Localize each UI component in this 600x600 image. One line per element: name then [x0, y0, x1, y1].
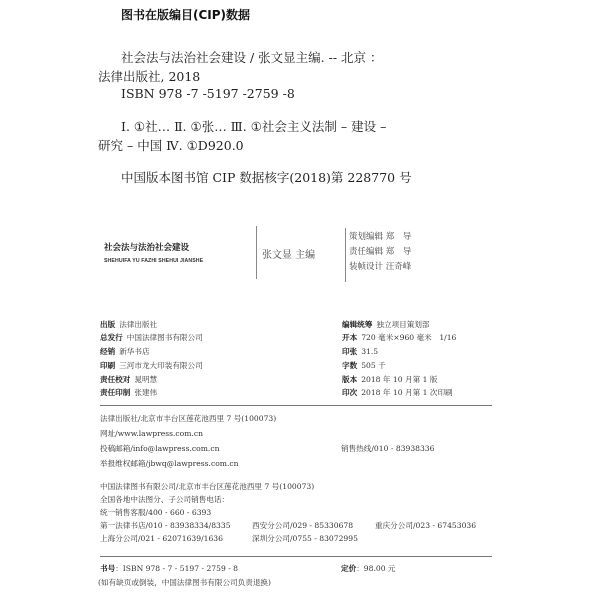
pub-value: 新华书店 — [119, 347, 150, 356]
credit-responsible-editor — [349, 245, 411, 260]
price-line — [341, 563, 396, 574]
divider-upper — [100, 405, 492, 406]
pub-label: 字数 — [342, 361, 358, 370]
pub-info-printing — [342, 387, 453, 398]
pub-value: 晁明慧 — [134, 375, 158, 384]
isbn-label: 书号 — [100, 564, 116, 573]
credit-name: 郑 导 — [385, 232, 412, 242]
branch-first-bookstore: 第一法律书店/010 - 83938334/8335 — [100, 521, 231, 530]
pub-info-print-supervisor — [100, 387, 157, 398]
pub-info-proofreader — [100, 374, 157, 385]
branch-chongqing: 重庆分公司/023 - 67453036 — [375, 521, 477, 530]
isbn-line — [100, 563, 238, 574]
price-label: 定价 — [341, 564, 357, 573]
credit-role: 责任编辑 — [349, 247, 384, 257]
chief-editor: 张文显 主编 — [262, 250, 316, 261]
cip-classification-line-cont: 研究 – 中国 Ⅳ. ①D920.0 — [98, 138, 244, 153]
return-note: (如有缺页或倒装，中国法律图书有限公司负责退换) — [98, 578, 271, 587]
book-title: 社会法与法治社会建设 — [104, 243, 190, 253]
pub-label: 出版 — [100, 320, 116, 329]
pub-label: 印张 — [342, 347, 358, 356]
report-email: 举报维权邮箱/jbwq@lawpress.com.cn — [100, 459, 239, 468]
cip-record-number: 中国版本图书馆 CIP 数据核字(2018)第 228770 号 — [121, 170, 412, 185]
credit-planning-editor — [349, 230, 411, 245]
pub-label: 开本 — [342, 333, 358, 342]
cip-classification-line: Ⅰ. ①社… Ⅱ. ①张… Ⅲ. ①社会主义法制 – 建设 – — [121, 119, 387, 134]
title-divider — [256, 226, 257, 279]
credits-list — [349, 230, 411, 275]
pub-info-seller — [100, 346, 150, 357]
credit-name: 郑 导 — [385, 247, 412, 257]
publisher-address: 法律出版社/北京市丰台区莲花池西里 7 号(100073) — [100, 414, 277, 423]
divider-lower — [100, 556, 492, 557]
submission-email: 投稿邮箱/info@lawpress.com.cn — [100, 444, 220, 453]
pub-info-printer — [100, 360, 203, 371]
pub-value: 31.5 — [361, 347, 379, 356]
pub-info-distributor — [100, 332, 203, 343]
book-title-pinyin: SHEHUIFA YU FAZHI SHEHUI JIANSHE — [104, 258, 204, 264]
pub-value: 独立项目策划部 — [376, 320, 430, 329]
pub-value: 2018 年 10 月第 1 次印刷 — [361, 388, 453, 397]
pub-value: 法律出版社 — [119, 320, 158, 329]
cip-heading: 图书在版编目(CIP)数据 — [121, 8, 251, 22]
pub-label: 编辑统筹 — [342, 320, 373, 329]
pub-info-editorial — [342, 319, 430, 330]
pub-label: 责任校对 — [100, 375, 131, 384]
pub-info-word-count — [342, 360, 386, 371]
pub-label: 印刷 — [100, 361, 116, 370]
branch-shenzhen: 深圳分公司/0755 - 83072995 — [252, 534, 358, 543]
pub-value: 三河市龙大印装有限公司 — [119, 361, 203, 370]
cip-title-line: 社会法与法治社会建设 / 张文显主编. -- 北京 ： — [121, 50, 383, 65]
pub-info-sheets — [342, 346, 378, 357]
pub-value: 505 千 — [361, 361, 386, 370]
publisher-website: 网址/www.lawpress.com.cn — [100, 429, 203, 438]
pub-label: 总发行 — [100, 333, 123, 342]
pub-value: 720 毫米×960 毫米 1/16 — [361, 333, 457, 342]
credit-cover-design — [349, 260, 411, 275]
pub-info-format — [342, 332, 456, 343]
unified-service: 统一销售客服/400 - 660 - 6393 — [100, 508, 212, 517]
branch-shanghai: 上海分公司/021 - 62071639/1636 — [100, 534, 223, 543]
distributor-address: 中国法律图书有限公司/北京市丰台区莲花池西里 7 号(100073) — [100, 482, 315, 491]
cip-isbn-line: ISBN 978 -7 -5197 -2759 -8 — [121, 86, 295, 101]
pub-value: 张建伟 — [134, 388, 158, 397]
credit-role: 装帧设计 — [349, 262, 384, 272]
sales-hotline: 销售热线/010 - 83938336 — [341, 444, 435, 453]
branches-intro: 全国各地中法图分、子公司销售电话： — [100, 495, 230, 504]
pub-label: 版本 — [342, 375, 358, 384]
credit-name: 汪奇峰 — [385, 262, 412, 272]
pub-value: 2018 年 10 月第 1 版 — [361, 375, 438, 384]
cip-publisher-line: 法律出版社, 2018 — [98, 69, 201, 84]
pub-info-edition — [342, 374, 437, 385]
pub-label: 印次 — [342, 388, 358, 397]
price-value: ：98.00 元 — [356, 564, 396, 573]
isbn-value: ：ISBN 978 - 7 - 5197 - 2759 - 8 — [115, 564, 239, 573]
pub-info-publisher — [100, 319, 157, 330]
pub-label: 责任印制 — [100, 388, 131, 397]
pub-label: 经销 — [100, 347, 116, 356]
credit-role: 策划编辑 — [349, 232, 384, 242]
pub-value: 中国法律图书有限公司 — [126, 333, 203, 342]
branch-xian: 西安分公司/029 - 85330678 — [252, 521, 354, 530]
credits-divider — [345, 228, 346, 282]
